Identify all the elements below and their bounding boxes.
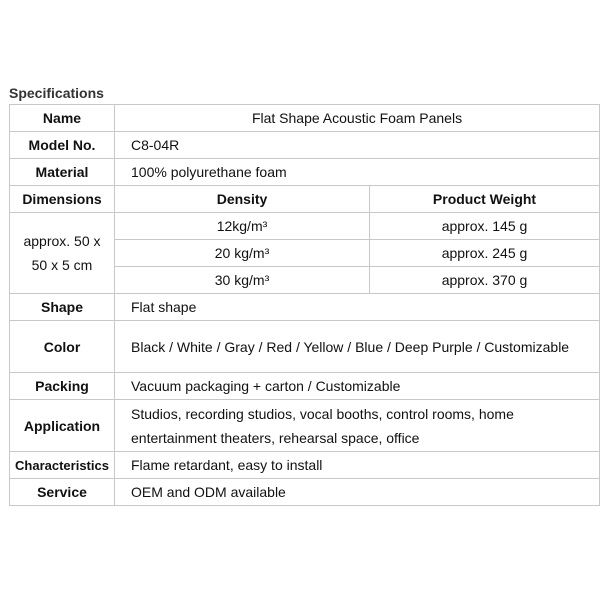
density-value: 30 kg/m³ [115, 267, 370, 294]
value-dimensions: approx. 50 x 50 x 5 cm [10, 213, 115, 294]
row-option-1 [10, 213, 600, 240]
label-dimensions: Dimensions [10, 186, 115, 213]
density-value: 12kg/m³ [115, 213, 370, 240]
weight-value: approx. 370 g [370, 267, 600, 294]
label-characteristics: Characteristics [10, 452, 115, 479]
value-shape: Flat shape [115, 294, 600, 321]
row-service [10, 479, 600, 506]
weight-value: approx. 245 g [370, 240, 600, 267]
spec-table [9, 104, 600, 506]
row-application [10, 400, 600, 452]
label-name: Name [10, 105, 115, 132]
label-shape: Shape [10, 294, 115, 321]
header-density: Density [115, 186, 370, 213]
row-characteristics [10, 452, 600, 479]
spec-sheet [9, 82, 599, 506]
value-characteristics: Flame retardant, easy to install [115, 452, 600, 479]
label-model: Model No. [10, 132, 115, 159]
row-shape [10, 294, 600, 321]
label-service: Service [10, 479, 115, 506]
value-material: 100% polyurethane foam [115, 159, 600, 186]
label-application: Application [10, 400, 115, 452]
row-dimensions-header [10, 186, 600, 213]
value-model: C8-04R [115, 132, 600, 159]
value-application: Studios, recording studios, vocal booths, control rooms, home entertainment theaters, rehearsal space, office [115, 400, 600, 452]
value-color: Black / White / Gray / Red / Yellow / Blue / Deep Purple / Customizable [115, 321, 600, 373]
density-value: 20 kg/m³ [115, 240, 370, 267]
weight-value: approx. 145 g [370, 213, 600, 240]
value-name: Flat Shape Acoustic Foam Panels [115, 105, 600, 132]
label-material: Material [10, 159, 115, 186]
row-color [10, 321, 600, 373]
value-service: OEM and ODM available [115, 479, 600, 506]
header-weight: Product Weight [370, 186, 600, 213]
row-model [10, 132, 600, 159]
row-name [10, 105, 600, 132]
value-packing: Vacuum packaging + carton / Customizable [115, 373, 600, 400]
row-packing [10, 373, 600, 400]
label-color: Color [10, 321, 115, 373]
label-packing: Packing [10, 373, 115, 400]
row-material [10, 159, 600, 186]
section-title: Specifications [9, 85, 104, 101]
